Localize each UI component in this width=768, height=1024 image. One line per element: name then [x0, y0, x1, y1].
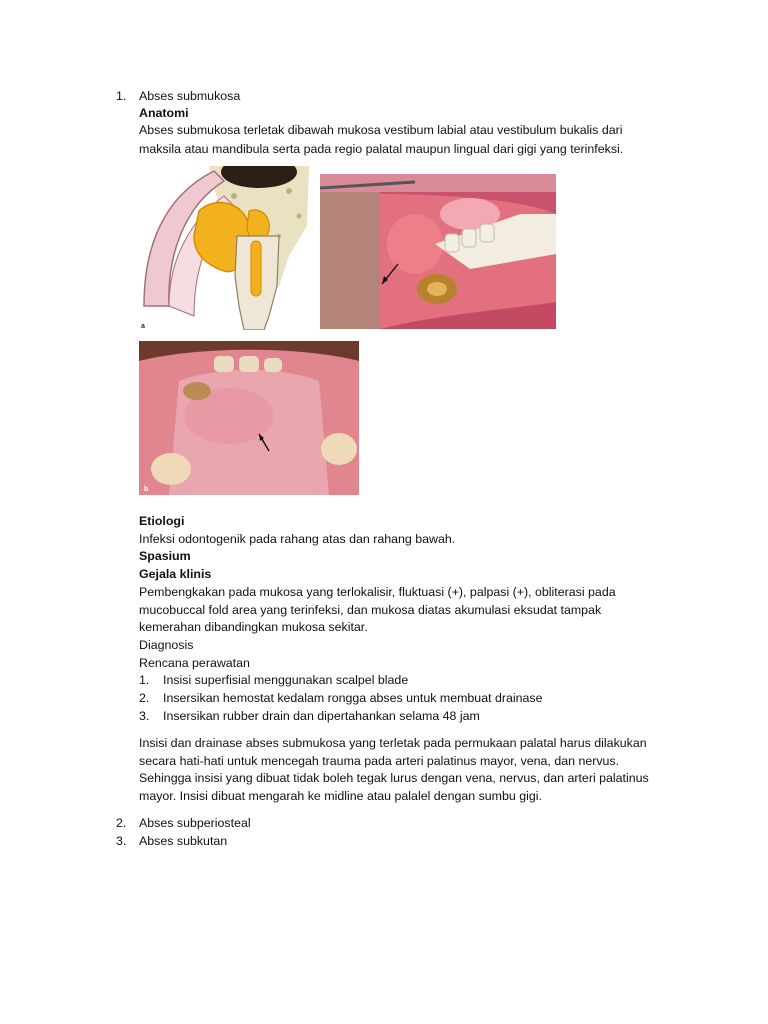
- list-number-3: 3.: [116, 834, 127, 848]
- figure-a-anatomy-illustration: [139, 166, 316, 330]
- step-number-3: 3.: [139, 709, 150, 723]
- gejala-line-1: Pembengkakan pada mukosa yang terlokalisir, fluktuasi (+), palpasi (+), obliterasi pada: [139, 585, 616, 599]
- anatomi-line-1: Abses submukosa terletak dibawah mukosa vestibum labial atau vestibulum bukalis dari: [139, 123, 623, 137]
- step-number-1: 1.: [139, 673, 150, 687]
- note-paragraph: [139, 735, 674, 805]
- heading-spasium: Spasium: [139, 549, 191, 563]
- section-title-abses-subperiosteal: Abses subperiosteal: [139, 816, 251, 830]
- figure-label-b: b: [144, 486, 149, 493]
- anatomi-line-2: maksila atau mandibula serta pada regio palatal maupun lingual dari gigi yang terinfeksi.: [139, 142, 624, 156]
- section-title-abses-submukosa: Abses submukosa: [139, 89, 241, 103]
- figure-label-a: a: [141, 323, 145, 330]
- heading-rencana-perawatan: Rencana perawatan: [139, 656, 250, 670]
- heading-gejala-klinis: Gejala klinis: [139, 567, 212, 581]
- heading-etiologi: Etiologi: [139, 514, 185, 528]
- step-text-3: Insersikan rubber drain dan dipertahankan selama 48 jam: [163, 709, 480, 723]
- figure-clinical-photo-vestibular: [320, 174, 556, 329]
- note-line-2: secara hati-hati untuk mencegah trauma pada arteri palatinus mayor, vena, dan nervus.: [139, 753, 620, 768]
- step-text-1: Insisi superfisial menggunakan scalpel blade: [163, 673, 409, 687]
- note-line-1: Insisi dan drainase abses submukosa yang terletak pada permukaan palatal harus dilakukan: [139, 736, 647, 750]
- section-title-abses-subkutan: Abses subkutan: [139, 834, 228, 848]
- gejala-line-2: mucobuccal fold area yang terinfeksi, dan mukosa diatas akumulasi eksudat tampak: [139, 602, 602, 617]
- list-number-2: 2.: [116, 816, 127, 830]
- gejala-paragraph: [139, 584, 674, 637]
- figure-b-palatal-photo: [139, 341, 359, 495]
- note-line-4: mayor. Insisi dibuat mengarah ke midline atau palalel dengan sumbu gigi.: [139, 788, 542, 803]
- note-line-3: Sehingga insisi yang dibuat tidak boleh tegak lurus dengan vena, nervus, dan arteri palatinus: [139, 771, 649, 786]
- step-text-2: Insersikan hemostat kedalam rongga abses untuk membuat drainase: [163, 691, 543, 705]
- heading-diagnosis: Diagnosis: [139, 638, 194, 652]
- gejala-line-3: kemerahan dibandingkan mukosa sekitar.: [139, 620, 368, 635]
- heading-anatomi: Anatomi: [139, 106, 189, 120]
- step-number-2: 2.: [139, 691, 150, 705]
- list-number-1: 1.: [116, 89, 127, 103]
- etiologi-text: Infeksi odontogenik pada rahang atas dan rahang bawah.: [139, 532, 456, 546]
